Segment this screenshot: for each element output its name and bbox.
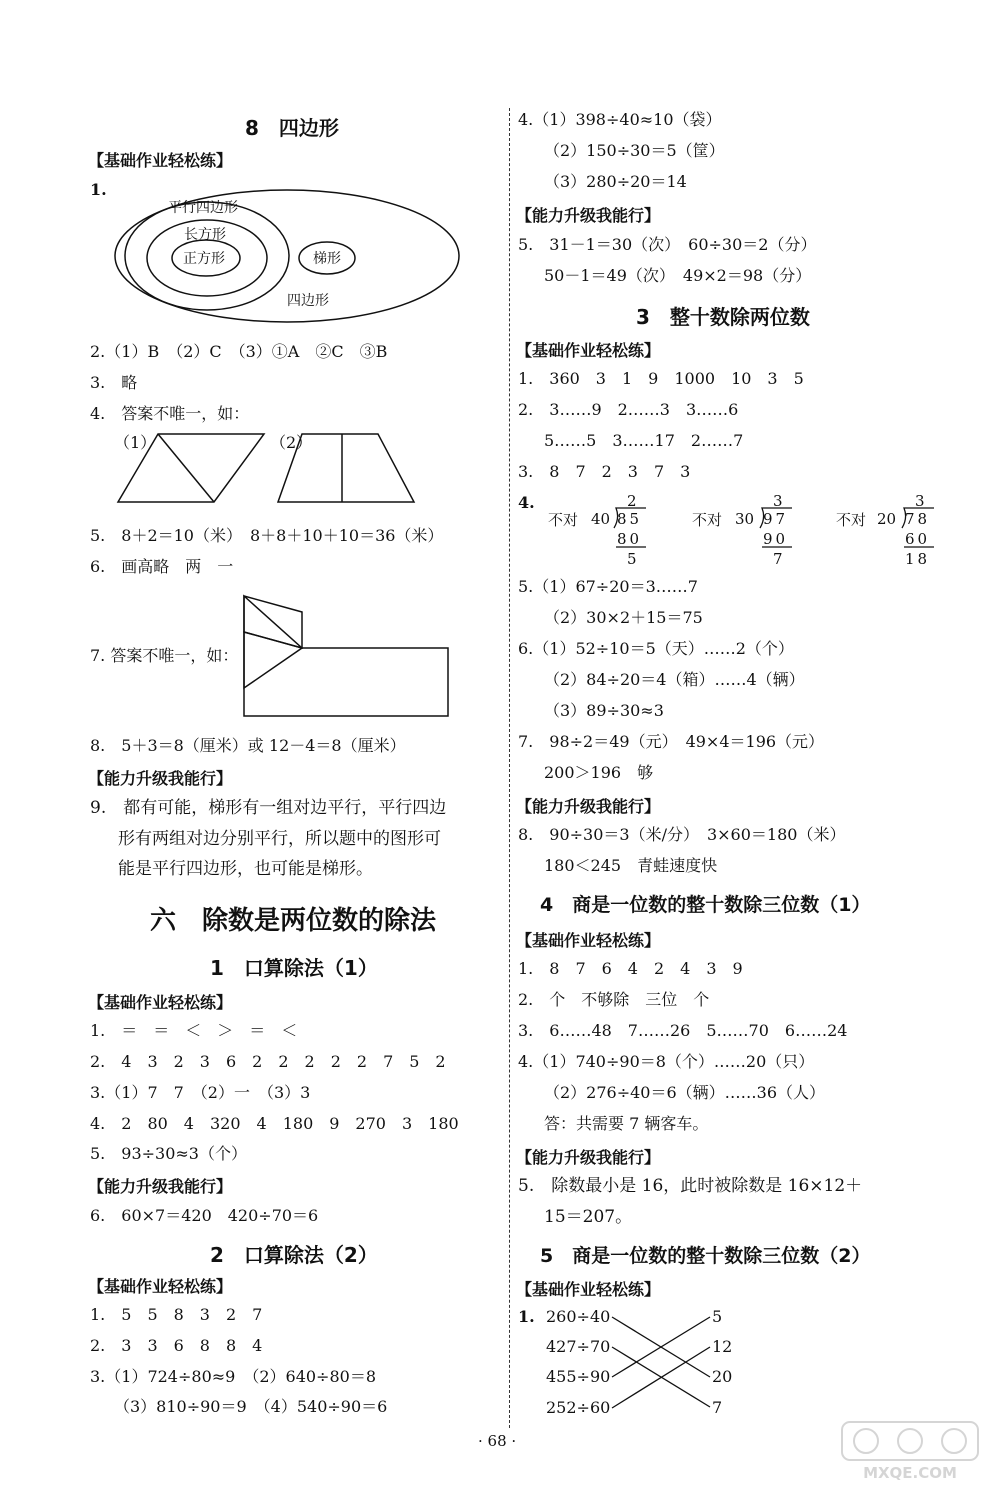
ld3-wrong-label: 不对 [836,511,867,529]
s3-q7b: 200＞196 够 [544,763,654,782]
ld1-dividend: 85 [617,510,643,528]
q1-number: 1. [90,180,107,199]
q7-figure [240,592,452,720]
s4-q2: 2. 个 不够除 三位 个 [518,990,710,1009]
s2-q3b: （3）810÷90＝9 （4）540÷90＝6 [114,1397,388,1416]
r-ability-header-3: 【能力升级我能行】 [516,1148,661,1167]
venn-parallelogram-label: 平行四边形 [168,200,238,216]
ld1-remainder: 5 [627,550,637,568]
section-1-title: 1 口算除法（1） [210,956,378,980]
q6-answer: 6. 画高略 两 一 [90,557,234,576]
venn-rectangle-label: 长方形 [184,227,226,243]
s5-q1-number: 1. [518,1307,535,1326]
q4-label-2: （2） [270,433,313,452]
s3-q6b: （2）84÷20＝4（箱）……4（辆） [544,670,805,689]
column-divider [509,108,510,1428]
s3-q5b: （2）30×2＋15＝75 [544,608,703,627]
svg-text:MXQE.COM: MXQE.COM [863,1464,957,1482]
ld3-dividend: 78 [905,510,931,528]
s4-q1: 1. 8 7 6 4 2 4 3 9 [518,959,743,978]
s3-q8b: 180＜245 青蛙速度快 [544,856,718,875]
s5-left-4: 252÷60 [546,1398,611,1417]
s3-q2b: 5……5 3……17 2……7 [544,431,744,450]
s3-q5a: 5.（1）67÷20＝3……7 [518,577,698,596]
r-q4c: （3）280÷20＝14 [544,172,687,191]
section-3-title: 3 整十数除两位数 [636,305,810,329]
s1-q3: 3.（1）7 7 （2）一 （3）3 [90,1083,311,1102]
venn-quadrilateral-label: 四边形 [287,293,329,309]
q7-answer: 7. 答案不唯一，如： [90,646,239,665]
q2-answer: 2.（1）B （2）C （3）①A ②C ③B [90,342,388,361]
s2-q3a: 3.（1）724÷80≈9 （2）640÷80＝8 [90,1367,377,1386]
s1-q5: 5. 93÷30≈3（个） [90,1144,247,1163]
s5-right-2: 12 [712,1337,733,1356]
ld1-quotient: 2 [627,492,637,510]
s3-q8a: 8. 90÷30＝3（米/分） 3×60＝180（米） [518,825,846,844]
ld1-product: 80 [617,530,643,548]
s5-left-1: 260÷40 [546,1307,611,1326]
ld2-remainder: 7 [773,550,783,568]
s3-q4-number: 4. [518,493,535,512]
ld2-bracket [754,506,794,550]
ld2-dividend: 97 [763,510,789,528]
q3-answer: 3. 略 [90,373,138,392]
ld2-divisor: 30 [735,510,755,528]
q4-shapes [114,432,424,508]
chapter-title: 六 除数是两位数的除法 [150,906,437,936]
s3-q7a: 7. 98÷2＝49（元） 49×4＝196（元） [518,732,825,751]
r-q5b: 50－1＝49（次） 49×2＝98（分） [544,266,812,285]
ld1-bracket [608,506,648,550]
ld3-product: 60 [905,530,931,548]
ld3-quotient: 3 [915,492,925,510]
venn-square-label: 正方形 [183,251,225,267]
s5-right-4: 7 [712,1398,723,1417]
basic-header-2: 【基础作业轻松练】 [88,993,233,1012]
q9-line2: 形有两组对边分别平行，所以题中的图形可 [118,829,441,849]
s3-q6c: （3）89÷30≈3 [544,701,664,720]
watermark-logo [840,1420,980,1482]
s4-q4c: 答：共需要 7 辆客车。 [544,1114,709,1133]
r-ability-header: 【能力升级我能行】 [516,206,661,225]
r-basic-header-3: 【基础作业轻松练】 [516,1280,661,1299]
q9-line1: 9. 都有可能，梯形有一组对边平行，平行四边 [90,798,447,818]
r-q4a: 4.（1）398÷40≈10（袋） [518,110,722,129]
section-4-title: 4 商是一位数的整十数除三位数（1） [540,894,871,916]
s4-q5a: 5. 除数最小是 16，此时被除数是 16×12＋ [518,1176,863,1196]
r-basic-header-2: 【基础作业轻松练】 [516,931,661,950]
s3-q2a: 2. 3……9 2……3 3……6 [518,400,739,419]
s4-q3: 3. 6……48 7……26 5……70 6……24 [518,1021,848,1040]
s1-q2: 2. 4 3 2 3 6 2 2 2 2 2 7 5 2 [90,1052,446,1071]
s1-q1: 1. ＝ ＝ ＜ ＞ ＝ ＜ [90,1021,298,1040]
r-q4b: （2）150÷30＝5（筐） [544,141,725,160]
s4-q4b: （2）276÷40＝6（辆）……36（人） [544,1083,826,1102]
s4-q4a: 4.（1）740÷90＝8（个）……20（只） [518,1052,815,1071]
section-8-title: 8 四边形 [245,116,339,140]
s5-right-1: 5 [712,1307,723,1326]
ability-header: 【能力升级我能行】 [88,769,233,788]
basic-header-3: 【基础作业轻松练】 [88,1277,233,1296]
ld3-remainder: 18 [905,550,931,568]
q8-answer: 8. 5＋3＝8（厘米）或 12－4＝8（厘米） [90,736,406,755]
s2-q1: 1. 5 5 8 3 2 7 [90,1305,263,1324]
section-5-title: 5 商是一位数的整十数除三位数（2） [540,1245,871,1267]
basic-header: 【基础作业轻松练】 [88,151,233,170]
s2-q2: 2. 3 3 6 8 8 4 [90,1336,263,1355]
s5-left-3: 455÷90 [546,1367,611,1386]
s3-q3: 3. 8 7 2 3 7 3 [518,462,691,481]
r-q5a: 5. 31－1＝30（次） 60÷30＝2（分） [518,235,817,254]
q9-line3: 能是平行四边形，也可能是梯形。 [118,859,373,879]
page-number: · 68 · [478,1432,517,1450]
ld3-divisor: 20 [877,510,897,528]
s1-q6: 6. 60×7＝420 420÷70＝6 [90,1206,319,1225]
s4-q5b: 15＝207。 [544,1207,633,1227]
s1-q4: 4. 2 80 4 320 4 180 9 270 3 180 [90,1114,459,1133]
venn-trapezoid-label: 梯形 [313,251,341,267]
q5-answer: 5. 8＋2＝10（米） 8＋8＋10＋10＝36（米） [90,526,444,545]
q4-label-1: （1） [114,433,157,452]
ld3-bracket [896,506,936,550]
s3-q1: 1. 360 3 1 9 1000 10 3 5 [518,369,804,388]
r-ability-header-2: 【能力升级我能行】 [516,797,661,816]
ld1-wrong-label: 不对 [548,511,579,529]
s5-right-3: 20 [712,1367,733,1386]
q4-answer: 4. 答案不唯一，如： [90,404,250,423]
ld1-divisor: 40 [591,510,611,528]
ld2-quotient: 3 [773,492,783,510]
ld2-wrong-label: 不对 [692,511,723,529]
ability-header-2: 【能力升级我能行】 [88,1177,233,1196]
s3-q6a: 6.（1）52÷10＝5（天）……2（个） [518,639,794,658]
ld2-product: 90 [763,530,789,548]
r-basic-header: 【基础作业轻松练】 [516,341,661,360]
s5-left-2: 427÷70 [546,1337,611,1356]
section-2-title: 2 口算除法（2） [210,1243,378,1267]
